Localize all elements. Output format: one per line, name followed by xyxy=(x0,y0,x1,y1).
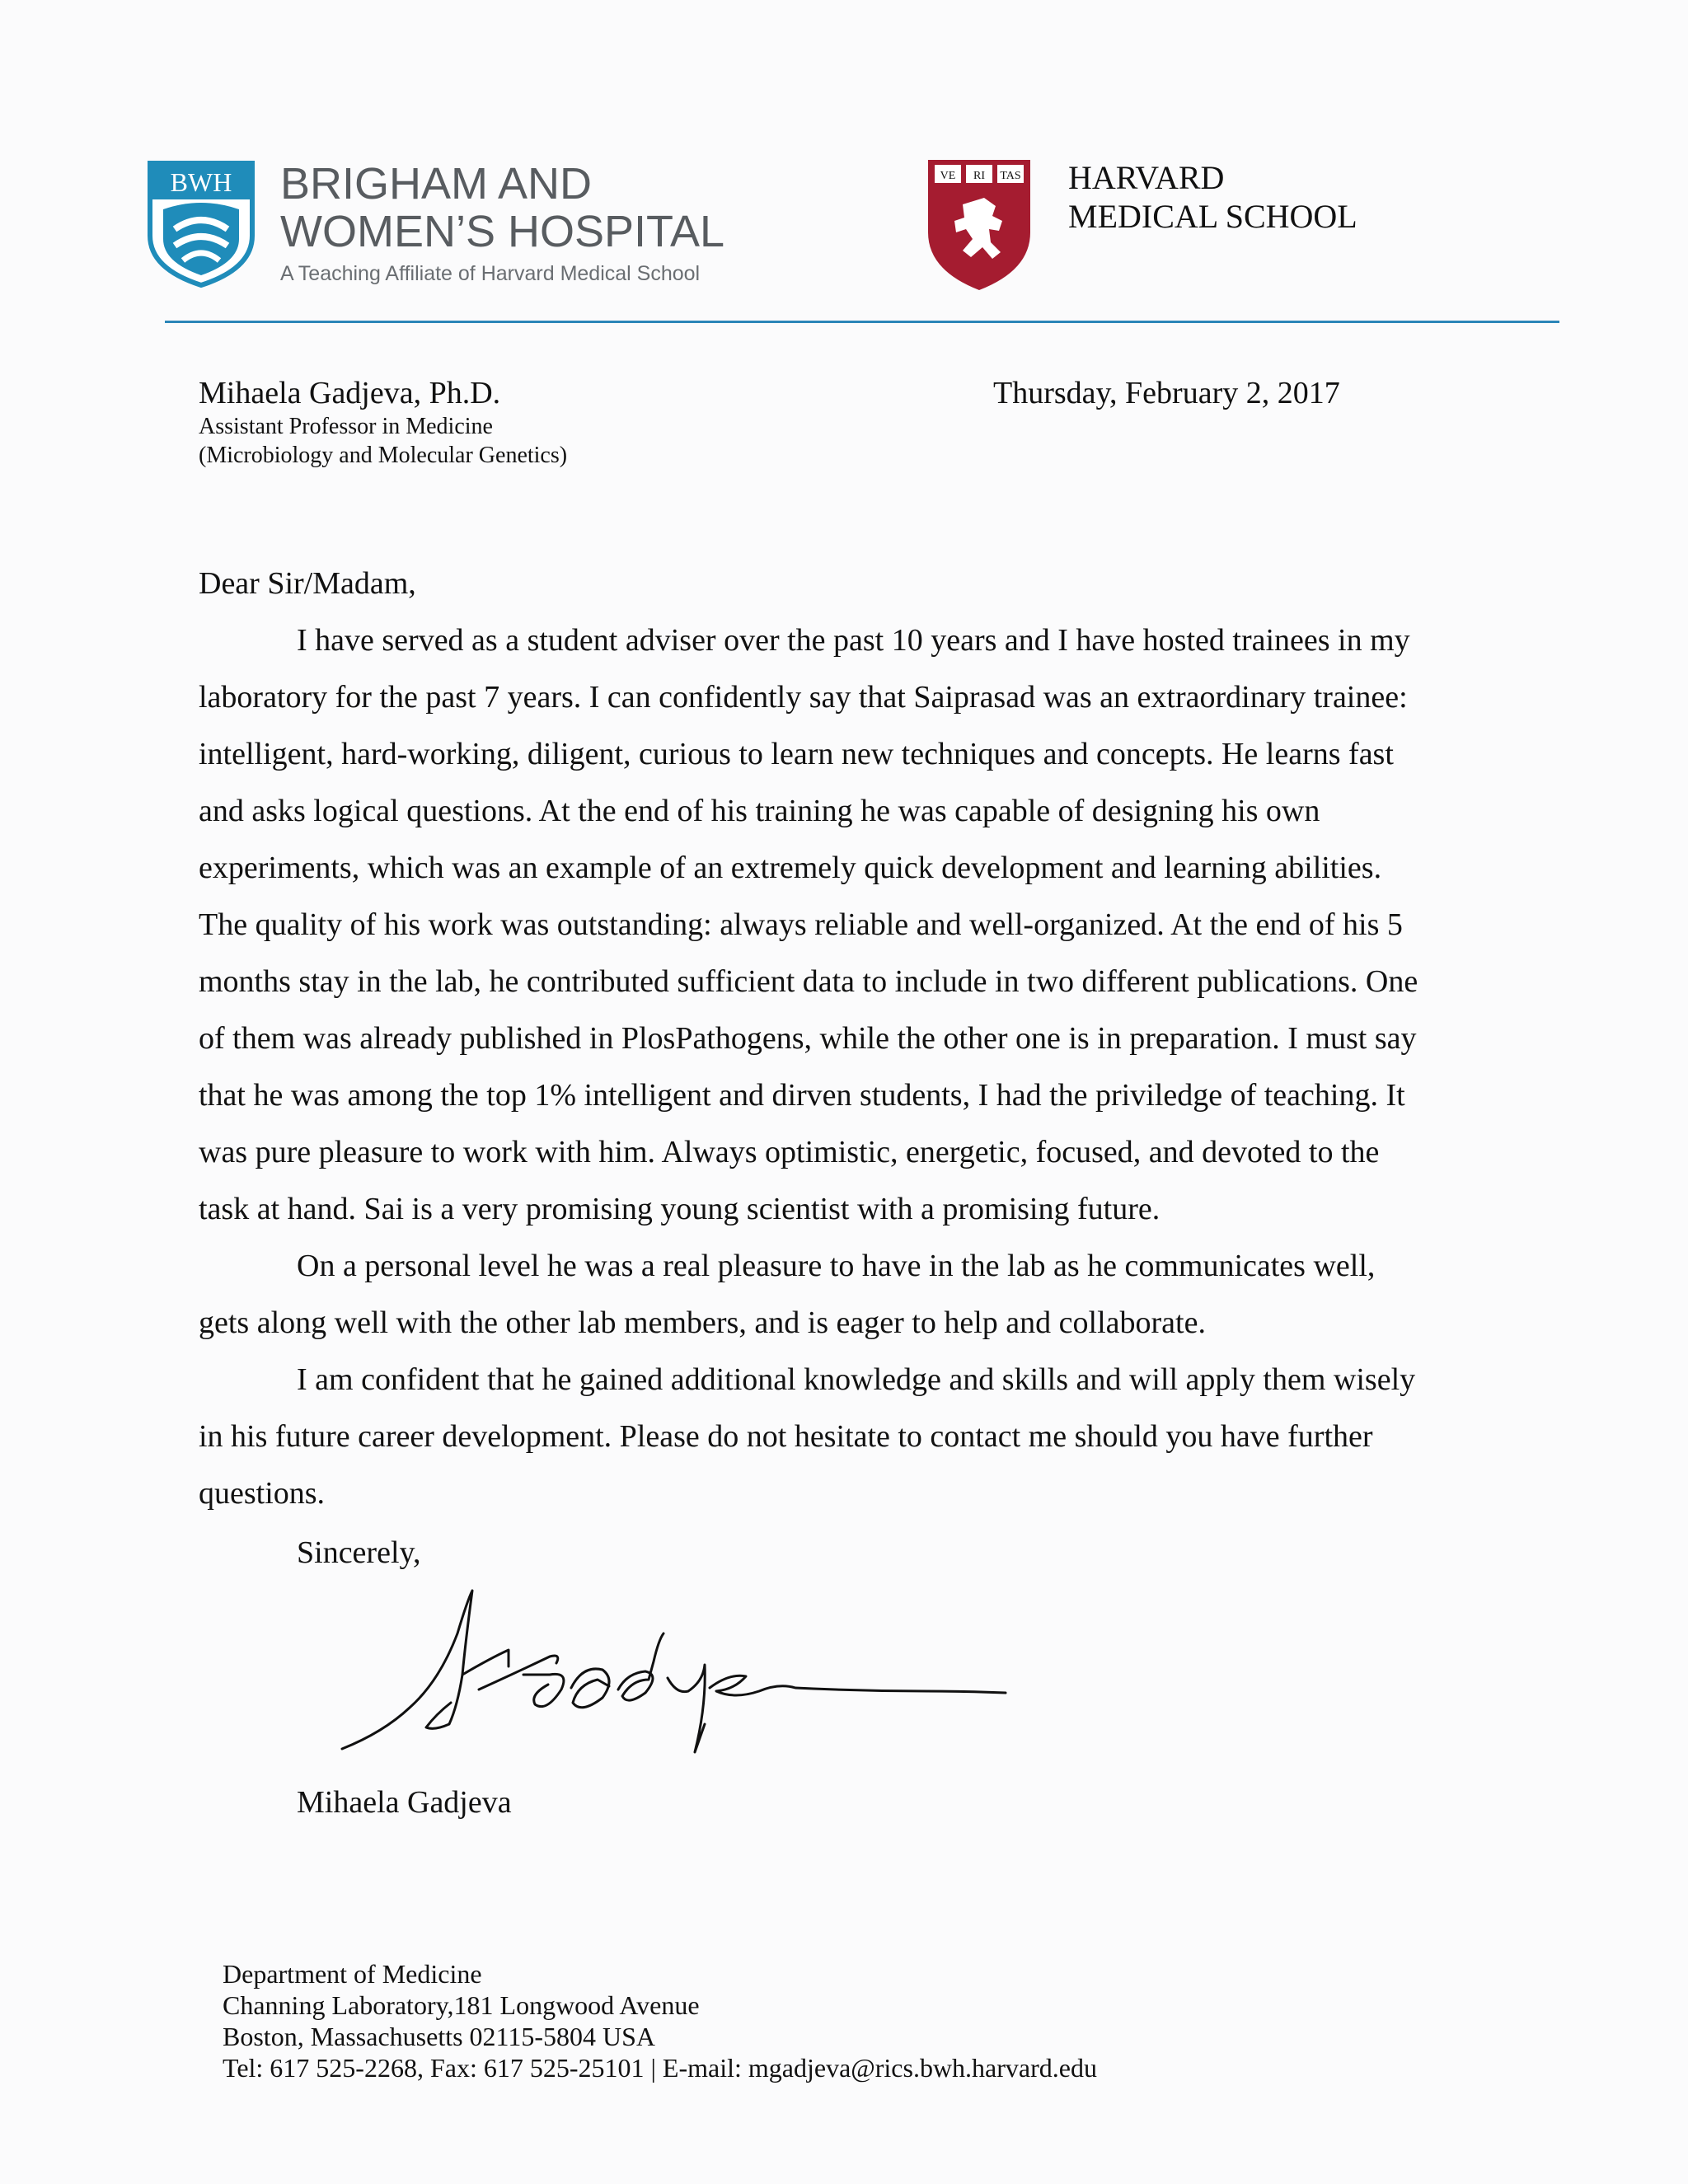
bwh-name-line1: BRIGHAM AND xyxy=(280,159,593,209)
footer-department: Department of Medicine xyxy=(223,1959,482,1989)
bwh-name-line2: WOMEN’S HOSPITAL xyxy=(280,207,725,256)
body-line: in his future career development. Please do not hesitate to contact me should you have further xyxy=(199,1419,1373,1454)
body-line: months stay in the lab, he contributed sufficient data to include in two different publications. One xyxy=(199,964,1418,999)
sender-department: (Microbiology and Molecular Genetics) xyxy=(199,443,568,468)
body-line: The quality of his work was outstanding: always reliable and well-organized. At the end of his 5 xyxy=(199,907,1403,942)
sender-title: Assistant Professor in Medicine xyxy=(199,414,493,439)
letter-date: Thursday, February 2, 2017 xyxy=(993,376,1340,410)
body-line: and asks logical questions. At the end of his training he was capable of designing his own xyxy=(199,794,1320,828)
handwritten-signature xyxy=(334,1582,1014,1772)
body-line: of them was already published in PlosPathogens, while the other one is in preparation. I must say xyxy=(199,1021,1417,1056)
shield-letters-ri: RI xyxy=(973,170,985,182)
shield-letters-ve: VE xyxy=(940,170,956,182)
body-line: On a personal level he was a real pleasure to have in the lab as he communicates well, xyxy=(297,1249,1376,1283)
closing: Sincerely, xyxy=(297,1535,421,1570)
header-divider xyxy=(165,321,1559,323)
body-line: questions. xyxy=(199,1476,326,1511)
hms-name-line1: HARVARD xyxy=(1068,159,1225,196)
footer-city: Boston, Massachusetts 02115-5804 USA xyxy=(223,2022,656,2051)
bwh-tagline: A Teaching Affiliate of Harvard Medical School xyxy=(280,262,701,285)
body-line: experiments, which was an example of an extremely quick development and learning abilities. xyxy=(199,851,1382,885)
harvard-shield-icon xyxy=(923,155,1035,293)
body-line: intelligent, hard-working, diligent, curious to learn new techniques and concepts. He learns fast xyxy=(199,737,1394,771)
hms-name-line2: MEDICAL SCHOOL xyxy=(1068,198,1357,235)
body-line: I have served as a student adviser over the past 10 years and I have hosted trainees in my xyxy=(297,623,1410,658)
body-line: I am confident that he gained additional knowledge and skills and will apply them wisely xyxy=(297,1362,1416,1397)
body-line: gets along well with the other lab members, and is eager to help and collaborate. xyxy=(199,1305,1206,1340)
footer-contact: Tel: 617 525-2268, Fax: 617 525-25101 | E-mail: mgadjeva@rics.bwh.harvard.edu xyxy=(223,2053,1097,2083)
body-line: that he was among the top 1% intelligent and dirven students, I had the priviledge of teaching. It xyxy=(199,1078,1405,1113)
footer-street: Channing Laboratory,181 Longwood Avenue xyxy=(223,1990,700,2020)
sender-name: Mihaela Gadjeva, Ph.D. xyxy=(199,376,501,410)
signatory-name: Mihaela Gadjeva xyxy=(297,1785,512,1820)
shield-letters-tas: TAS xyxy=(1000,170,1021,182)
bwh-abbr: BWH xyxy=(170,167,232,197)
salutation: Dear Sir/Madam, xyxy=(199,566,416,601)
body-line: task at hand. Sai is a very promising young scientist with a promising future. xyxy=(199,1192,1160,1226)
body-line: laboratory for the past 7 years. I can confidently say that Saiprasad was an extraordinary trainee: xyxy=(199,680,1408,715)
body-line: was pure pleasure to work with him. Always optimistic, energetic, focused, and devoted to the xyxy=(199,1135,1380,1169)
bwh-shield-icon xyxy=(147,160,256,288)
